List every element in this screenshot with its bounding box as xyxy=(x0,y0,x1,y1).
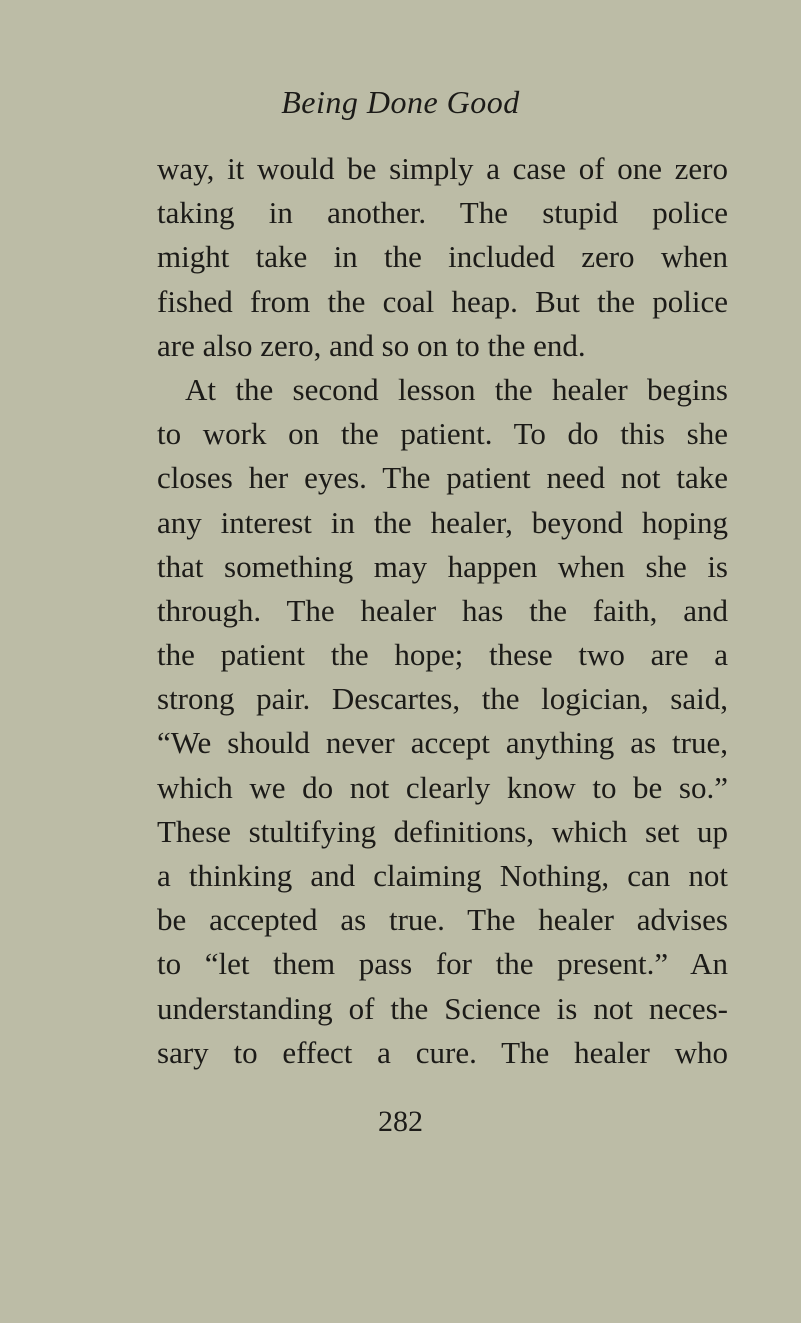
text-line: way, it would be simply a case of one zero xyxy=(157,151,728,186)
running-head: Being Done Good xyxy=(281,84,520,120)
text-line: might take in the included zero when xyxy=(157,239,728,275)
page-number: 282 xyxy=(378,1105,423,1138)
text-line: These stultifying definitions, which set up xyxy=(157,813,728,849)
text-line: through. The healer has the faith, and xyxy=(157,592,728,628)
text-line: any interest in the healer, beyond hoping xyxy=(157,504,728,540)
text-line: the patient the hope; these two are a xyxy=(157,637,728,673)
text-line: to “let them pass for the present.” An xyxy=(157,946,728,982)
text-line: which we do not clearly know to be so.” xyxy=(157,769,728,805)
text-line: a thinking and claiming Nothing, can not xyxy=(157,858,728,893)
text-line: to work on the patient. To do this she xyxy=(157,416,728,452)
text-line: At the second lesson the healer begins xyxy=(185,371,728,407)
text-line: closes her eyes. The patient need not take xyxy=(157,460,728,496)
text-line: understanding of the Science is not neces- xyxy=(157,990,728,1026)
text-line: that something may happen when she is xyxy=(157,548,728,584)
text-line: be accepted as true. The healer advises xyxy=(157,902,728,938)
body-text xyxy=(157,147,728,1075)
text-line: “We should never accept anything as true, xyxy=(157,725,728,761)
text-line: sary to effect a cure. The healer who xyxy=(157,1034,728,1070)
text-line: are also zero, and so on to the end. xyxy=(157,327,586,363)
text-line: fished from the coal heap. But the police xyxy=(157,283,728,319)
text-line: taking in another. The stupid police xyxy=(157,195,728,231)
text-line: strong pair. Descartes, the logician, said, xyxy=(157,681,728,717)
